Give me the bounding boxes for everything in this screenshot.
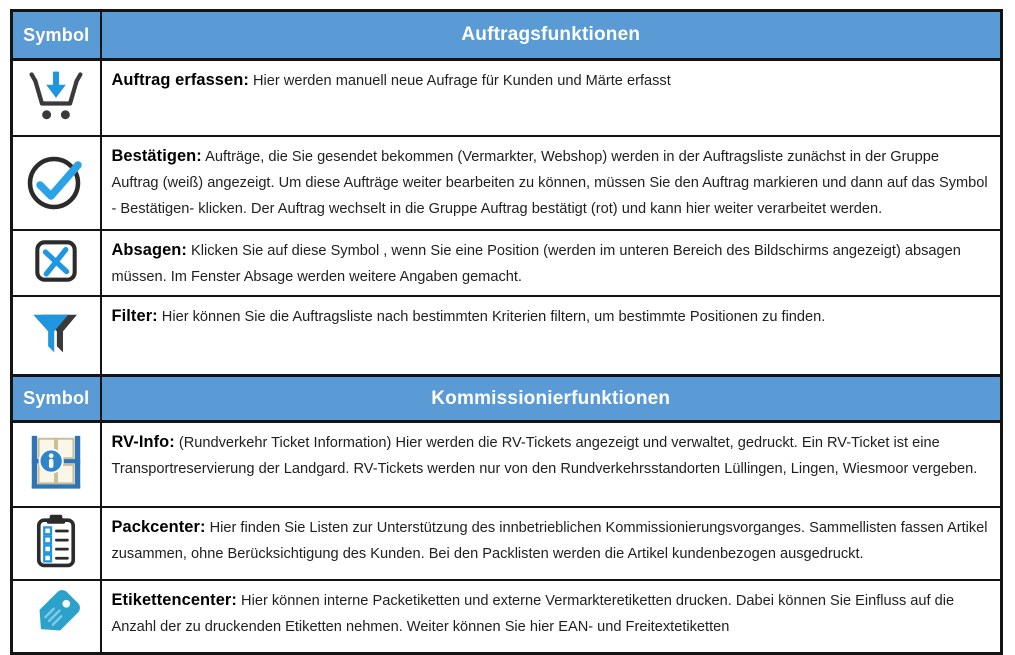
table-title-auftragsfunktionen: Auftragsfunktionen — [101, 11, 1002, 60]
row-text: Hier können Sie die Auftragsliste nach bestimmten Kriterien filtern, um bestimmte Positionen zu finden. — [161, 309, 826, 325]
auftragsfunktionen-table — [10, 9, 1003, 378]
table-row — [12, 60, 1002, 137]
symbol-column-header: Symbol — [12, 376, 101, 422]
packcenter-clipboard-icon — [27, 512, 85, 570]
row-text: Aufträge, die Sie gesendet bekommen (Vermarkter, Webshop) werden in der Auftragsliste zunächst in der Gruppe Auftrag (weiß) angezeigt. Um diese Aufträge weiter bearbeiten zu können, müssen Sie den Auftrag markieren und dann auf das Symbol - Bestätigen- klicken. Der Auftrag wechselt in die Gruppe Auftrag bestätigt (rot) und kann hier weiter verarbeitet werden. — [111, 149, 988, 217]
table-header-row — [12, 11, 1002, 60]
row-text: (Rundverkehr Ticket Information) Hier werden die RV-Tickets angezeigt und verwaltet, gedruckt. Ein RV-Ticket ist eine Transportreservierung der Landgard. RV-Tickets werden nur von den Rundverkehrsstandorten Lüllingen, Lingen, Wiesmoor vergeben. — [111, 435, 978, 477]
row-label: Filter: — [111, 307, 158, 325]
rv-info-rack-icon — [25, 431, 87, 493]
table-row — [12, 422, 1002, 508]
filter-icon — [28, 306, 84, 362]
cart-download-icon — [26, 66, 86, 126]
table-row — [12, 296, 1002, 377]
row-text: Hier können interne Packetiketten und externe Vermarkteretiketten drucken. Dabei können Sie Einfluss auf die Anzahl der zu druckenden Etiketten nehmen. Weiter können Sie hier EAN- und Freitextetiketten — [111, 593, 955, 635]
table-row — [12, 230, 1002, 296]
table-title-kommissionierfunktionen: Kommissionierfunktionen — [101, 376, 1002, 422]
confirm-check-icon — [24, 149, 88, 213]
symbol-column-header: Symbol — [12, 11, 101, 60]
table-header-row — [12, 376, 1002, 422]
row-label: Auftrag erfassen: — [111, 71, 249, 89]
row-label: RV-Info: — [111, 433, 175, 451]
row-label: Etikettencenter: — [111, 591, 237, 609]
row-label: Bestätigen: — [111, 147, 202, 165]
table-row — [12, 507, 1002, 580]
table-row — [12, 136, 1002, 230]
row-text: Hier werden manuell neue Aufrage für Kunden und Märte erfasst — [252, 73, 671, 89]
row-text: Klicken Sie auf diese Symbol , wenn Sie eine Position (werden im unteren Bereich des Bildschirms angezeigt) absagen müssen. Im Fenster Absage werden weitere Angaben gemacht. — [111, 243, 961, 285]
cancel-x-icon — [30, 235, 82, 287]
label-tag-icon — [25, 583, 87, 645]
row-text: Hier finden Sie Listen zur Unterstützung des innbetrieblichen Kommissionierungsvorganges. Sammellisten fassen Artikel zusammen, ohne Berücksichtigung des Kunden. Bei den Packlisten werden die Artikel kundenbezogen ausgedruckt. — [111, 520, 988, 562]
kommissionierfunktionen-table — [10, 374, 1003, 655]
table-row — [12, 580, 1002, 654]
row-label: Absagen: — [111, 241, 187, 259]
row-label: Packcenter: — [111, 518, 206, 536]
